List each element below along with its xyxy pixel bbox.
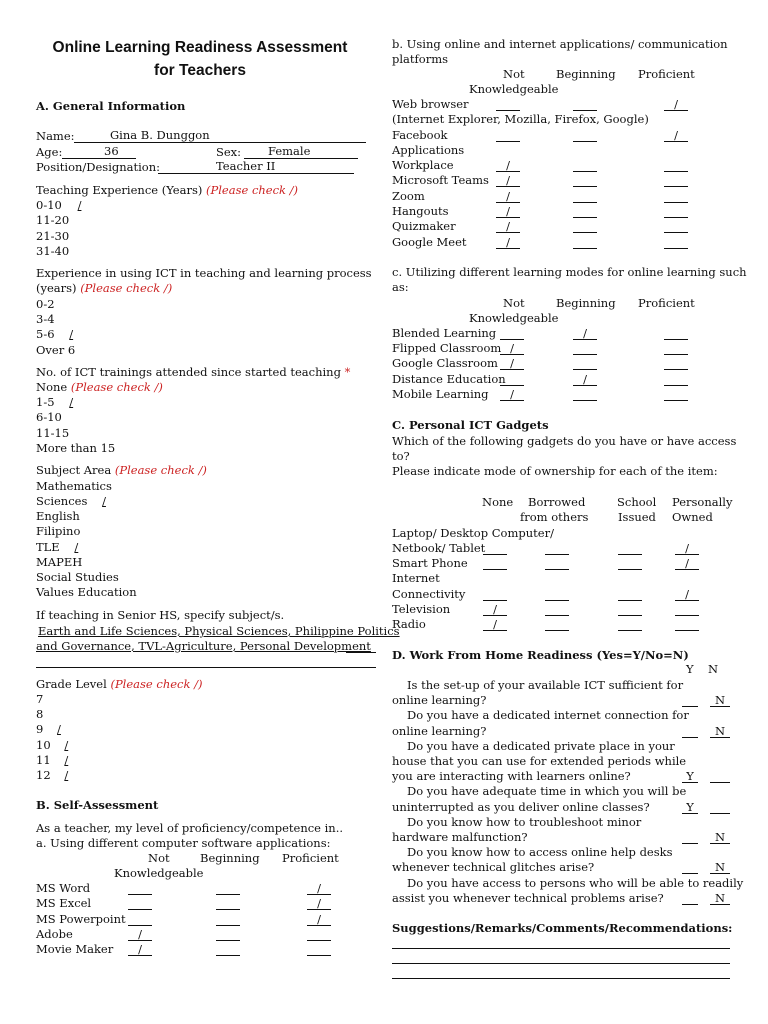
online-app-row-0-col-1-blank[interactable]: [573, 171, 597, 172]
ict-exp-5-6: 5-6 /: [36, 327, 74, 341]
gadget-internet-col-1-blank[interactable]: [545, 600, 569, 601]
online-app-row-1-col-2-blank[interactable]: [664, 186, 688, 187]
suggestions-line-2[interactable]: [392, 963, 730, 964]
senior-hs-label: If teaching in Senior HS, specify subject/s.: [36, 608, 285, 622]
learning-mode-row-3-col-0-blank[interactable]: [500, 385, 524, 386]
software-row-label: MS Powerpoint: [36, 911, 126, 926]
gadgets-q1: Which of the following gadgets do you have or have access: [392, 434, 737, 448]
ict-trainings-6-10: 6-10: [36, 410, 62, 424]
g-header-school2: Issued: [618, 510, 656, 524]
facebook-col-1-blank[interactable]: [573, 141, 597, 142]
learning-mode-row-label: Mobile Learning: [392, 386, 489, 401]
software-row-3-col-0-mark: /: [138, 926, 142, 941]
wfh-1-answer: N: [714, 693, 726, 708]
learning-mode-row-label: Google Classroom: [392, 356, 498, 371]
grade-8: 8: [36, 707, 44, 721]
ict-trainings-more-15: More than 15: [36, 441, 116, 455]
name-value: Gina B. Dunggon: [110, 128, 210, 142]
software-row-4-col-2-blank[interactable]: [307, 955, 331, 956]
learning-mode-row-2-col-1-blank[interactable]: [573, 369, 597, 370]
gadget-internet-col-3-mark: /: [685, 587, 689, 601]
gadget-laptop-col-3-mark: /: [685, 541, 689, 555]
web-browser-note: (Internet Explorer, Mozilla, Firefox, Google): [392, 112, 649, 126]
ict-trainings-11-15: 11-15: [36, 426, 70, 440]
senior-hs-line2-fill: [346, 652, 376, 653]
gadget-radio-col-2-blank[interactable]: [618, 630, 642, 631]
form-title-line2: for Teachers: [154, 62, 246, 79]
online-app-row-2-col-0-mark: /: [506, 188, 510, 203]
gadget-smartphone: Smart Phone: [392, 556, 468, 570]
age-field[interactable]: [62, 158, 136, 159]
section-b-heading: B. Self-Assessment: [36, 798, 159, 812]
grade-7: 7: [36, 692, 44, 706]
wfh-5-answer: N: [714, 830, 726, 844]
online-app-row-label: Microsoft Teams: [392, 173, 489, 188]
learning-mode-row-2-col-0-mark: /: [510, 356, 514, 371]
online-app-row-4-col-2-blank[interactable]: [664, 232, 688, 233]
teaching-exp-31-40: 31-40: [36, 244, 70, 258]
learning-mode-row-4-col-1-blank[interactable]: [573, 400, 597, 401]
c-header-proficient: Proficient: [638, 296, 695, 310]
gadget-laptop-col-2-blank[interactable]: [618, 554, 642, 555]
subject-english: English: [36, 509, 80, 523]
teaching-exp-0-10: 0-10 /: [36, 198, 82, 212]
software-row-label: Adobe: [36, 926, 73, 941]
gadget-television: Television: [392, 602, 451, 616]
wfh-question-1-line2: online learning?: [392, 693, 487, 708]
ict-trainings-none: None (Please check /): [36, 380, 163, 394]
subject-filipino: Filipino: [36, 524, 81, 538]
suggestions-line-1[interactable]: [392, 948, 730, 949]
wfh-question-7-line1: Do you have access to persons who will be able to readily: [407, 875, 744, 890]
software-row-3-col-1-blank[interactable]: [216, 940, 240, 941]
wfh-1-y-blank[interactable]: [682, 706, 698, 707]
grade-level-label: Grade Level (Please check /): [36, 677, 203, 691]
software-row-3-col-2-blank[interactable]: [307, 940, 331, 941]
wfh-question-3-line3: you are interacting with learners online?: [392, 769, 631, 784]
online-apps-label-2: platforms: [392, 52, 449, 66]
online-app-row-3-col-0-mark: /: [506, 203, 510, 218]
self-intro: As a teacher, my level of proficiency/competence in..: [36, 821, 344, 835]
wfh-5-y-blank[interactable]: [682, 843, 698, 844]
c-header-not: Not: [503, 296, 525, 310]
g-header-none: None: [482, 495, 514, 509]
c-header-beginning: Beginning: [556, 296, 616, 310]
software-row-2-col-2-mark: /: [317, 911, 321, 926]
gadget-internet-2: Connectivity: [392, 587, 466, 601]
gadget-radio-col-3-blank[interactable]: [675, 630, 699, 631]
gadget-internet-col-2-blank[interactable]: [618, 600, 642, 601]
software-row-0-col-2-mark: /: [317, 881, 321, 895]
b-header-not: Not: [503, 67, 525, 81]
software-row-1-col-0-blank[interactable]: [128, 909, 152, 910]
wfh-4-n-blank[interactable]: [710, 813, 730, 814]
teaching-exp-11-20: 11-20: [36, 213, 70, 227]
online-app-row-3-col-2-blank[interactable]: [664, 217, 688, 218]
header-beginning: Beginning: [200, 851, 260, 865]
section-d-heading: D. Work From Home Readiness (Yes=Y/No=N): [392, 648, 689, 662]
wfh-2-y-blank[interactable]: [682, 737, 698, 738]
learning-mode-row-1-col-1-blank[interactable]: [573, 354, 597, 355]
learning-mode-row-0-col-0-blank[interactable]: [500, 339, 524, 340]
ict-exp-label-1: Experience in using ICT in teaching and learning process: [36, 266, 372, 280]
learning-mode-row-label: Flipped Classroom: [392, 341, 502, 356]
learning-mode-row-1-col-0-mark: /: [510, 341, 514, 356]
gadget-smartphone-col-3-mark: /: [685, 556, 689, 570]
gadget-laptop-1: Laptop/ Desktop Computer/: [392, 526, 554, 540]
g-header-personal1: Personally: [672, 495, 733, 509]
position-value: Teacher II: [216, 159, 276, 173]
online-app-row-3-col-1-blank[interactable]: [573, 217, 597, 218]
online-app-row-0-col-0-mark: /: [506, 158, 510, 172]
ict-trainings-label: No. of ICT trainings attended since started teaching *: [36, 365, 351, 379]
learning-mode-row-3-col-1-mark: /: [583, 371, 587, 386]
sex-value: Female: [268, 144, 311, 158]
software-row-0-col-0-blank[interactable]: [128, 894, 152, 895]
wfh-question-1-line1: Is the set-up of your available ICT sufficient for: [407, 678, 684, 692]
gadget-laptop-col-1-blank[interactable]: [545, 554, 569, 555]
wfh-header-n: N: [708, 662, 719, 676]
facebook-col-2-mark: /: [674, 128, 678, 142]
software-row-1-col-2-mark: /: [317, 896, 321, 911]
g-header-school1: School: [617, 495, 657, 509]
teaching-exp-label: Teaching Experience (Years) (Please check /): [36, 183, 299, 197]
wfh-question-4-line1: Do you have adequate time in which you will be: [407, 784, 687, 799]
subject-area-label: Subject Area (Please check /): [36, 463, 207, 477]
header-proficient: Proficient: [282, 851, 339, 865]
grade-9: 9 /: [36, 722, 61, 736]
g-header-borrowed2: from others: [520, 510, 589, 524]
software-row-2-col-1-blank[interactable]: [216, 925, 240, 926]
subject-mathematics: Mathematics: [36, 479, 112, 493]
learning-mode-row-3-col-2-blank[interactable]: [664, 385, 688, 386]
gadget-radio-col-1-blank[interactable]: [545, 630, 569, 631]
wfh-4-answer: Y: [686, 799, 694, 814]
gadget-smartphone-col-0-blank[interactable]: [483, 569, 507, 570]
gadget-radio-col-0-mark: /: [493, 617, 497, 631]
section-c-heading: C. Personal ICT Gadgets: [392, 418, 549, 432]
applications-label: Applications: [392, 143, 465, 157]
online-app-row-2-col-1-blank[interactable]: [573, 202, 597, 203]
g-header-borrowed1: Borrowed: [528, 495, 586, 509]
web-browser-label: Web browser: [392, 97, 469, 111]
ict-exp-label-2: (years) (Please check /): [36, 281, 173, 295]
software-row-4-col-1-blank[interactable]: [216, 955, 240, 956]
online-app-row-1-col-1-blank[interactable]: [573, 186, 597, 187]
software-row-label: MS Excel: [36, 896, 92, 911]
gadgets-q3: Please indicate mode of ownership for each of the item:: [392, 464, 718, 478]
grade-11: 11 /: [36, 753, 69, 767]
subject-sciences: Sciences /: [36, 494, 106, 508]
ict-exp-over-6: Over 6: [36, 343, 76, 357]
gadget-internet-1: Internet: [392, 571, 440, 585]
online-app-row-label: Workplace: [392, 158, 454, 172]
software-row-label: MS Word: [36, 881, 91, 895]
ict-exp-0-2: 0-2: [36, 297, 55, 311]
wfh-question-2-line1: Do you have a dedicated internet connection for: [407, 708, 689, 723]
wfh-question-3-line2: house that you can use for extended periods while: [392, 754, 687, 768]
learning-mode-row-4-col-2-blank[interactable]: [664, 400, 688, 401]
wfh-7-y-blank[interactable]: [682, 904, 698, 905]
online-app-row-4-col-1-blank[interactable]: [573, 232, 597, 233]
suggestions-line-3[interactable]: [392, 978, 730, 979]
online-app-row-0-col-2-blank[interactable]: [664, 171, 688, 172]
online-app-row-5-col-1-blank[interactable]: [573, 248, 597, 249]
wfh-question-4-line2: uninterrupted as you deliver online classes?: [392, 799, 650, 814]
wfh-question-5-line2: hardware malfunction?: [392, 830, 528, 844]
header-not: Not: [148, 851, 170, 865]
wfh-header-y: Y: [686, 662, 694, 676]
gadget-television-col-0-mark: /: [493, 602, 497, 616]
gadget-smartphone-col-1-blank[interactable]: [545, 569, 569, 570]
online-app-row-label: Hangouts: [392, 203, 449, 218]
senior-hs-extra-line[interactable]: [36, 667, 376, 668]
online-app-row-label: Quizmaker: [392, 219, 456, 234]
subject-values-education: Values Education: [36, 585, 137, 599]
gadget-television-col-3-blank[interactable]: [675, 615, 699, 616]
wfh-6-answer: N: [714, 860, 726, 875]
online-app-row-5-col-2-blank[interactable]: [664, 248, 688, 249]
learning-mode-row-4-col-0-mark: /: [510, 386, 514, 401]
wfh-question-7-line2: assist you whenever technical problems arise?: [392, 890, 664, 905]
wfh-question-2-line2: online learning?: [392, 723, 487, 738]
gadget-laptop-col-0-blank[interactable]: [483, 554, 507, 555]
software-label: a. Using different computer software applications:: [36, 836, 331, 850]
software-row-0-col-1-blank[interactable]: [216, 894, 240, 895]
wfh-3-answer: Y: [686, 769, 694, 784]
position-label: Position/Designation:: [36, 160, 161, 174]
web-browser-col-1-blank[interactable]: [573, 110, 597, 111]
facebook-col-0-blank[interactable]: [496, 141, 520, 142]
name-label: Name:: [36, 129, 75, 143]
age-label: Age:: [36, 145, 63, 159]
wfh-3-n-blank[interactable]: [710, 782, 730, 783]
online-app-row-4-col-0-mark: /: [506, 219, 510, 234]
c-header-knowledgeable: Knowledgeable: [469, 311, 559, 325]
g-header-personal2: Owned: [672, 510, 713, 524]
gadget-smartphone-col-2-blank[interactable]: [618, 569, 642, 570]
learning-mode-row-label: Distance Education: [392, 371, 506, 386]
grade-10: 10 /: [36, 738, 69, 752]
subject-mapeh: MAPEH: [36, 555, 83, 569]
b-header-knowledgeable: Knowledgeable: [469, 82, 559, 96]
senior-hs-line1: Earth and Life Sciences, Physical Sciences, Philippine Politics: [38, 624, 400, 638]
gadgets-q2: to?: [392, 449, 410, 463]
b-header-proficient: Proficient: [638, 67, 695, 81]
gadget-radio: Radio: [392, 617, 426, 631]
teaching-exp-21-30: 21-30: [36, 229, 70, 243]
wfh-question-6-line2: whenever technical glitches arise?: [392, 860, 595, 875]
online-app-row-label: Google Meet: [392, 234, 467, 249]
sex-label: Sex:: [216, 145, 242, 159]
gadget-laptop-2: Netbook/ Tablet: [392, 541, 486, 555]
online-app-row-2-col-2-blank[interactable]: [664, 202, 688, 203]
software-row-label: Movie Maker: [36, 942, 114, 957]
wfh-question-6-line1: Do you know how to access online help desks: [407, 845, 673, 860]
wfh-2-answer: N: [714, 723, 726, 738]
learning-mode-row-0-col-1-mark: /: [583, 326, 587, 340]
suggestions-label: Suggestions/Remarks/Comments/Recommendations:: [392, 921, 733, 935]
software-row-2-col-0-blank[interactable]: [128, 925, 152, 926]
wfh-question-5-line1: Do you know how to troubleshoot minor: [407, 814, 642, 829]
learning-mode-row-0-col-2-blank[interactable]: [664, 339, 688, 340]
web-browser-col-0-blank[interactable]: [496, 110, 520, 111]
learning-mode-row-label: Blended Learning: [392, 326, 497, 340]
age-value: 36: [104, 144, 119, 158]
ict-trainings-1-5: 1-5 /: [36, 395, 74, 409]
gadget-television-col-2-blank[interactable]: [618, 615, 642, 616]
modes-label-2: as:: [392, 280, 409, 294]
gadget-internet-col-0-blank[interactable]: [483, 600, 507, 601]
ict-exp-3-4: 3-4: [36, 312, 55, 326]
section-a-heading: A. General Information: [36, 99, 186, 113]
grade-12: 12 /: [36, 768, 69, 782]
senior-hs-line2: and Governance, TVL-Agriculture, Personal Development: [36, 639, 371, 653]
facebook-label: Facebook: [392, 128, 448, 142]
software-row-4-col-0-mark: /: [138, 942, 142, 957]
form-title-line1: Online Learning Readiness Assessment: [52, 39, 348, 56]
online-app-row-label: Zoom: [392, 188, 425, 203]
online-app-row-1-col-0-mark: /: [506, 173, 510, 188]
subject-social-studies: Social Studies: [36, 570, 119, 584]
header-knowledgeable: Knowledgeable: [114, 866, 204, 880]
wfh-6-y-blank[interactable]: [682, 873, 698, 874]
subject-tle: TLE /: [36, 540, 79, 554]
gadget-television-col-1-blank[interactable]: [545, 615, 569, 616]
online-app-row-5-col-0-mark: /: [506, 234, 510, 249]
wfh-7-answer: N: [714, 890, 726, 905]
learning-mode-row-1-col-2-blank[interactable]: [664, 354, 688, 355]
software-row-1-col-1-blank[interactable]: [216, 909, 240, 910]
online-apps-label-1: b. Using online and internet applications/ communication: [392, 37, 728, 51]
learning-mode-row-2-col-2-blank[interactable]: [664, 369, 688, 370]
b-header-beginning: Beginning: [556, 67, 616, 81]
web-browser-col-2-mark: /: [674, 97, 678, 111]
wfh-question-3-line1: Do you have a dedicated private place in your: [407, 738, 675, 753]
modes-label-1: c. Utilizing different learning modes for online learning such: [392, 265, 747, 279]
